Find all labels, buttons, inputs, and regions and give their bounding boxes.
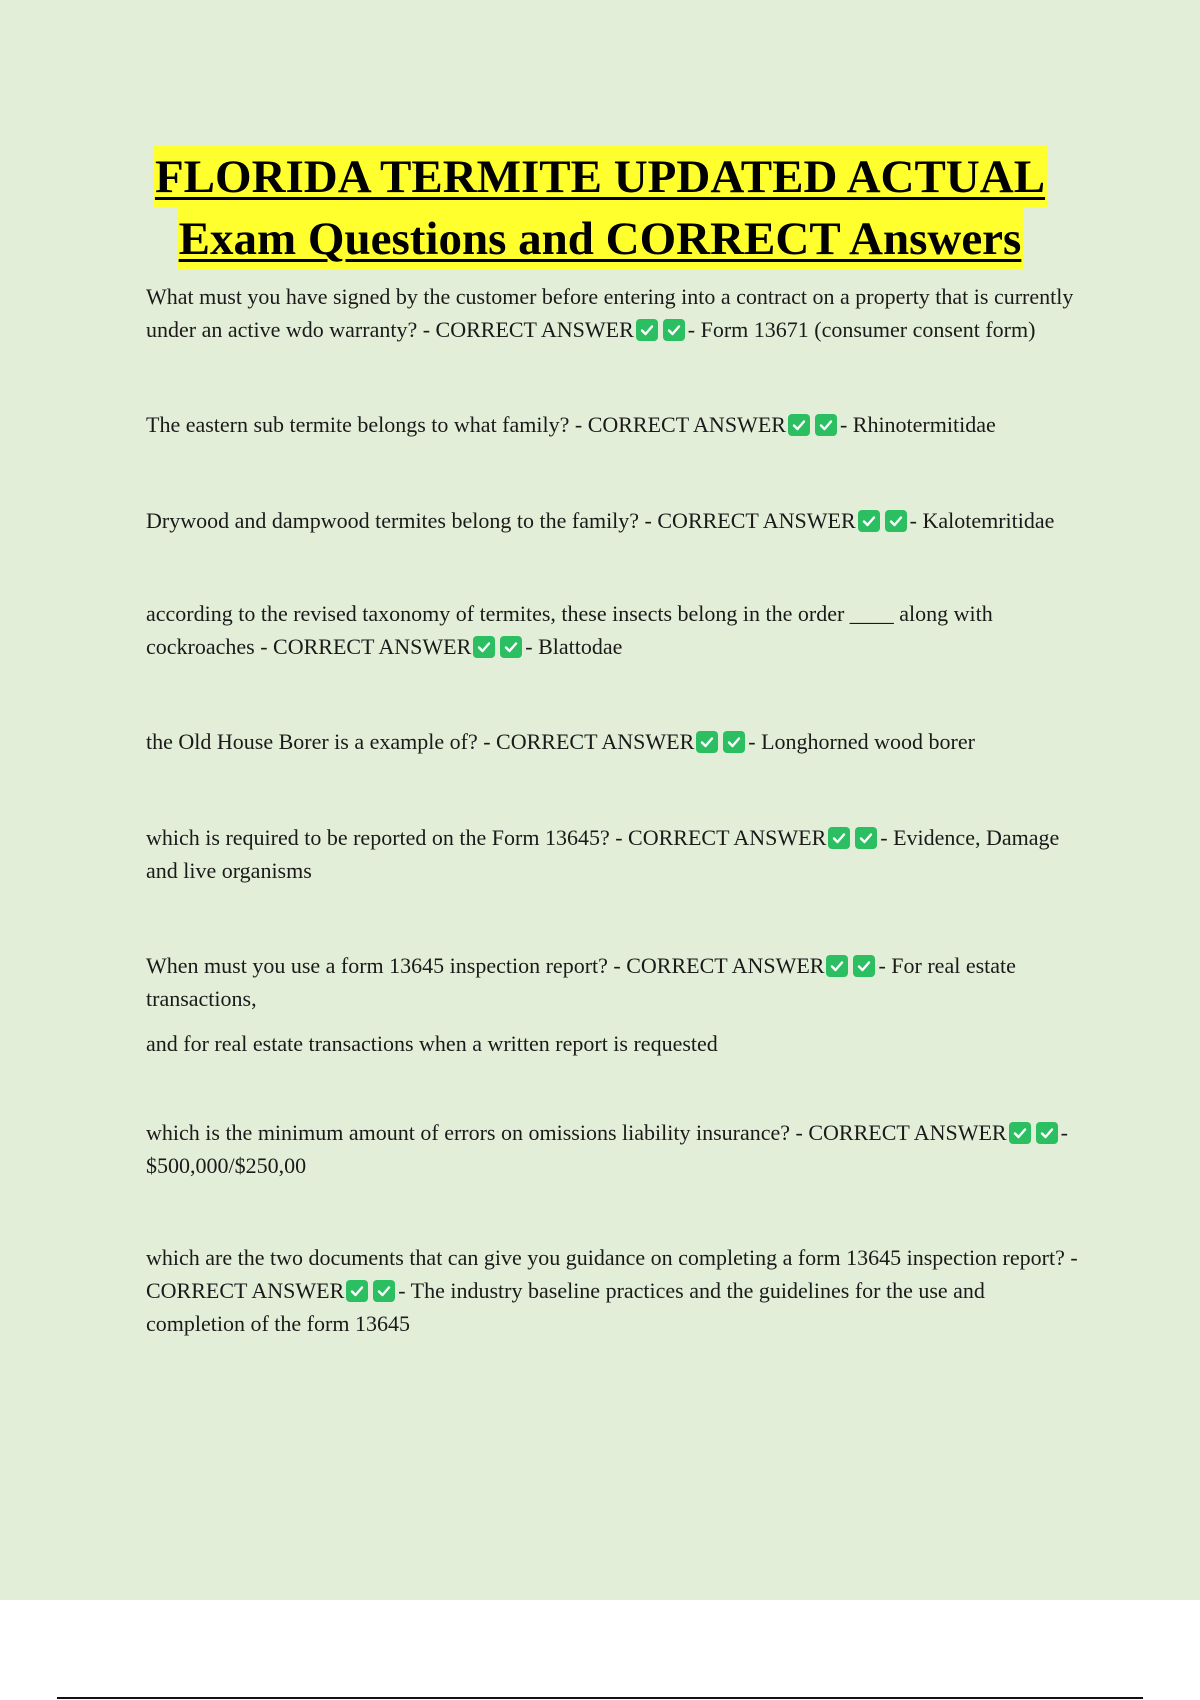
check-box-icon: [636, 319, 658, 341]
qa-text: [146, 949, 1086, 1015]
question-text: which are the two documents that can give you guidance on completing a form 13645 inspection report? - CORRECT ANSWER: [146, 1245, 1078, 1303]
answer-text: - Kalotemritidae: [909, 508, 1055, 533]
question-text: which is the minimum amount of errors on omissions liability insurance? - CORRECT ANSWER: [146, 1120, 1007, 1145]
check-box-icon: [663, 319, 685, 341]
qa-text: [146, 725, 1086, 758]
answer-continuation: and for real estate transactions when a written report is requested: [146, 1031, 718, 1056]
question-text: When must you use a form 13645 inspection report? - CORRECT ANSWER: [146, 953, 825, 978]
check-box-icon: [696, 731, 718, 753]
check-box-icon: [723, 731, 745, 753]
answer-text: - The industry baseline practices and the guidelines for the use and completion of the form 13645: [146, 1278, 985, 1336]
qa-item: [146, 949, 1086, 1060]
check-box-icon: [473, 636, 495, 658]
answer-text: - Evidence, Damage and live organisms: [146, 825, 1060, 883]
qa-list: [146, 280, 1086, 1340]
title-line-1: FLORIDA TERMITE UPDATED ACTUAL: [153, 146, 1047, 208]
answer-text: - Form 13671 (consumer consent form): [687, 317, 1036, 342]
question-text: The eastern sub termite belongs to what family? - CORRECT ANSWER: [146, 412, 786, 437]
qa-item: [146, 280, 1086, 346]
check-box-icon: [346, 1280, 368, 1302]
qa-item: [146, 408, 1086, 441]
answer-text: - Rhinotermitidae: [839, 412, 996, 437]
check-box-icon: [1009, 1122, 1031, 1144]
qa-item: [146, 504, 1086, 537]
question-text: the Old House Borer is a example of? - CORRECT ANSWER: [146, 729, 695, 754]
check-box-icon: [885, 510, 907, 532]
question-text: What must you have signed by the customer before entering into a contract on a property that is currently under an active wdo warranty? - CORRECT ANSWER: [146, 284, 1074, 342]
qa-text: [146, 1116, 1086, 1182]
check-box-icon: [815, 414, 837, 436]
check-box-icon: [853, 955, 875, 977]
answer-text: - $500,000/$250,00: [146, 1120, 1068, 1178]
question-text: Drywood and dampwood termites belong to the family? - CORRECT ANSWER: [146, 508, 856, 533]
question-text: which is required to be reported on the Form 13645? - CORRECT ANSWER: [146, 825, 827, 850]
title-line-2: Exam Questions and CORRECT Answers: [177, 208, 1024, 270]
check-box-icon: [855, 827, 877, 849]
qa-item: [146, 821, 1086, 887]
check-box-icon: [373, 1280, 395, 1302]
qa-item: [146, 1241, 1086, 1340]
page-divider: [57, 1697, 1143, 1699]
answer-text: - Longhorned wood borer: [748, 729, 975, 754]
check-box-icon: [1036, 1122, 1058, 1144]
check-box-icon: [826, 955, 848, 977]
document-title: [0, 146, 1200, 270]
check-box-icon: [828, 827, 850, 849]
qa-text: [146, 504, 1086, 537]
qa-text: [146, 821, 1086, 887]
answer-text: - Blattodae: [525, 634, 623, 659]
check-box-icon: [858, 510, 880, 532]
question-text: according to the revised taxonomy of termites, these insects belong in the order ____ along with cockroaches - CORRECT ANSWER: [146, 601, 993, 659]
qa-text: [146, 408, 1086, 441]
qa-item: [146, 1116, 1086, 1182]
qa-text: [146, 597, 1086, 663]
check-box-icon: [788, 414, 810, 436]
qa-item: [146, 597, 1086, 663]
qa-text: [146, 280, 1086, 346]
qa-item: [146, 725, 1086, 758]
check-box-icon: [500, 636, 522, 658]
answer-text: - For real estate transactions,: [146, 953, 1016, 1011]
qa-text: [146, 1241, 1086, 1340]
